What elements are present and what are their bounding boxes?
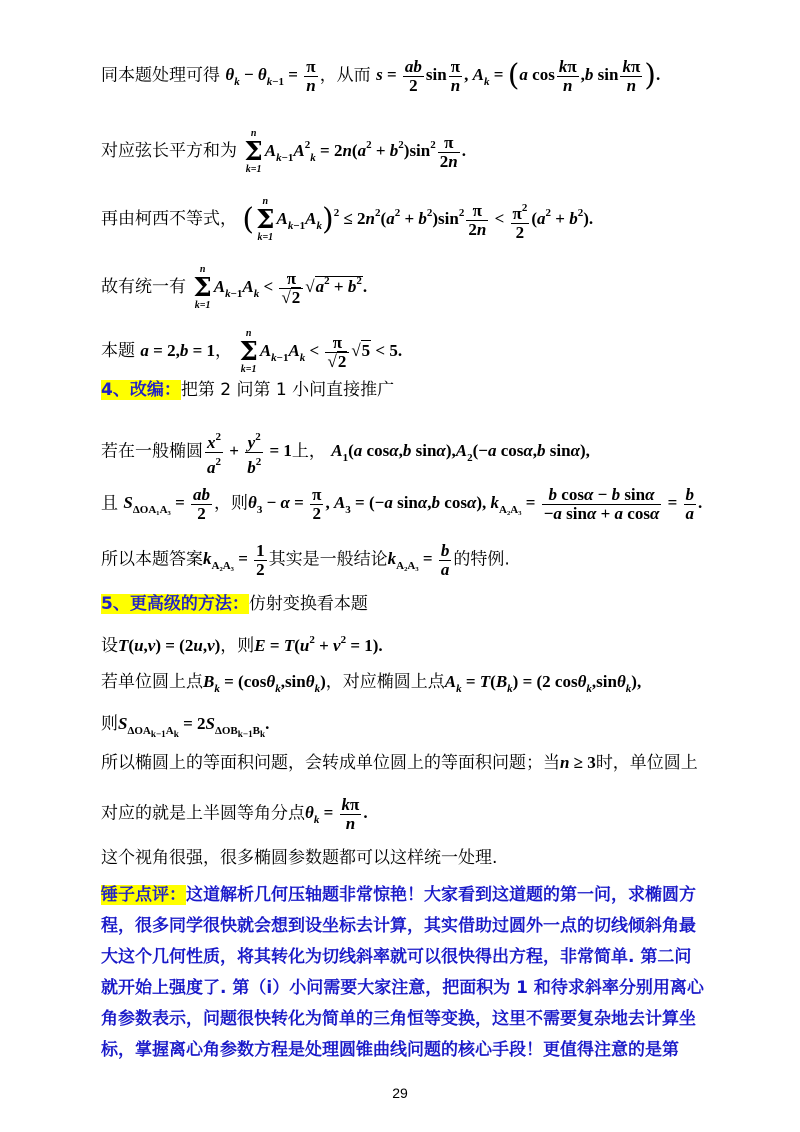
text: 若单位圆上点 <box>101 672 203 692</box>
text: ，则 <box>220 636 255 656</box>
text: 其实是一般结论 <box>268 549 388 570</box>
comment-block <box>101 880 740 1066</box>
text: 时，单位圆上 <box>595 753 698 773</box>
text: 且 <box>101 493 118 514</box>
text: ，则 <box>214 493 248 514</box>
text: 对应弦长平方和为 <box>101 140 237 161</box>
comment-line-5: 角参数表示，问题很快转化为简单的三角恒等变换，这里不需要复杂地去计算坐 <box>101 1009 696 1029</box>
text: 故有统一有 <box>101 276 186 297</box>
text: 对应的就是上半圆等角分点 <box>101 803 305 824</box>
formula-line-1: 同本题处理可得 $\theta_k - \theta_{k-1}$ = $\frac{\pi}{n}$ ，从而 s = $\frac{ab}{2}$ sin $\frac{\pi}{n}$ , $A_k = (a$ cos $\frac{k\pi}{n}$ ,b sin $\frac{k\pi}{n}$ ). <box>101 57 661 95</box>
formula-line-11: 设T(u,v) = (2u,v)，则$E = T(u^2 + v^2 = 1)$. <box>101 634 383 656</box>
comment-line-1: 这道解析几何压轴题非常惊艳！大家看到这道题的第一问，求椭圆方 <box>186 885 696 905</box>
formula-line-9: 所以本题答案$k_{A_2A_3}$ = $\frac{1}{2}$ 其实是一般结论$k_{A_2A_3}$ = $\frac{b}{a}$ 的特例. <box>101 541 510 579</box>
comment-line-4: 就开始上强度了. 第（i）小问需要大家注意，把面积为 1 和待求斜率分别用离心 <box>101 978 704 998</box>
text: 若在一般椭圆 <box>101 441 203 462</box>
text: 再由柯西不等式， <box>101 208 237 229</box>
text: 同本题处理可得 <box>101 65 220 86</box>
formula-line-3: 再由柯西不等式， ( n Σ k=1 $A_{k-1}A_k)^2 \le 2n^2(a^2 + b^2)\sin^2$ $\frac{\pi}{2n}$ < $\frac{\pi^2}{2}$ $(a^2 + b^2)$. <box>101 196 594 243</box>
comment-line-3: 大这个几何性质，将其转化为切线斜率就可以很快得出方程，非常简单. 第二问 <box>101 947 692 967</box>
text: 的特例. <box>453 549 510 570</box>
comment-label: 锤子点评： <box>101 885 186 905</box>
formula-line-7: 若在一般椭圆 $\frac{x^2}{a^2}$ + $\frac{y^2}{b^2}$ = 1上， $A_1(a$ cosα,b $\sin\alpha),A_2(-a$ cosα,b sinα), <box>101 428 740 477</box>
formula-line-5: 本题 a = 2,b = 1， n Σ k=1 $A_{k-1}A_k$ < $\frac{\pi}{√2}$ √5 < 5. <box>101 328 403 375</box>
formula-line-13: 则$S_{\Delta OA_{k-1}A_k} = 2S_{\Delta OB_{k-1}B_k}$. <box>101 714 270 740</box>
comment-line-6: 标，掌握离心角参数方程是处理圆锥曲线问题的核心手段！更值得注意的是第 <box>101 1040 679 1060</box>
page-number: 29 <box>392 1085 408 1101</box>
formula-line-12: 若单位圆上点$B_k = (\cos\theta_k,\sin\theta_k)$，对应椭圆上点$A_k = T(B_k) = (2$ cosθ$_k$,sinθ$_k$), <box>101 672 642 695</box>
formula-line-8: 且 $S_{\Delta OA_1A_3}$ = $\frac{ab}{2}$ ，则$\theta_3 - \alpha$ = $\frac{\pi}{2}$ , $A_3 = (-a$ sinα,b cosα), $k_{A_2A_3}$ = $\frac{\text{b cosα − b sinα}}{\text{−a sinα + a cosα}}$ = $\frac{b}{a}$ . <box>101 485 703 523</box>
text-line-14: 所以椭圆上的等面积问题，会转成单位圆上的等面积问题；当n ≥ 3时，单位圆上 <box>101 753 698 773</box>
section-5-heading <box>101 592 740 616</box>
text: 上， <box>291 441 326 462</box>
text: 所以椭圆上的等面积问题，会转成单位圆上的等面积问题；当 <box>101 753 560 773</box>
formula-line-4: 故有统一有 n Σ k=1 $A_{k-1}A_k$ < $\frac{\pi}{√2}$ $√a^2 + b^2$. <box>101 264 368 311</box>
section-4-text: 把第 2 问第 1 小问直接推广 <box>180 380 395 400</box>
text: 本题 <box>101 340 135 361</box>
formula-line-15: 对应的就是上半圆等角分点$\theta_k$ = $\frac{k\pi}{n}$ . <box>101 795 368 833</box>
comment-line-2: 程，很多同学很快就会想到设坐标去计算，其实借助过圆外一点的切线倾斜角最 <box>101 916 696 936</box>
section-4-title: 4、改编： <box>101 380 181 400</box>
section-5-text: 仿射变换看本题 <box>248 594 368 614</box>
text: 所以本题答案 <box>101 549 203 570</box>
formula-line-2: 对应弦长平方和为 n Σ k=1 $A_{k-1}A^2_k = 2n(a^2 + b^2)\sin^2$ $\frac{\pi}{2n}$ . <box>101 128 466 175</box>
section-4-heading <box>101 378 740 402</box>
text: 这个视角很强，很多椭圆参数题都可以这样统一处理. <box>101 848 498 868</box>
text-line-16 <box>101 846 740 870</box>
section-5-title: 5、更高级的方法： <box>101 594 249 614</box>
text: ，对应椭圆上点 <box>325 672 445 692</box>
text: 设 <box>101 636 118 656</box>
text: 则 <box>101 714 118 734</box>
text: ，从而 <box>319 65 371 86</box>
